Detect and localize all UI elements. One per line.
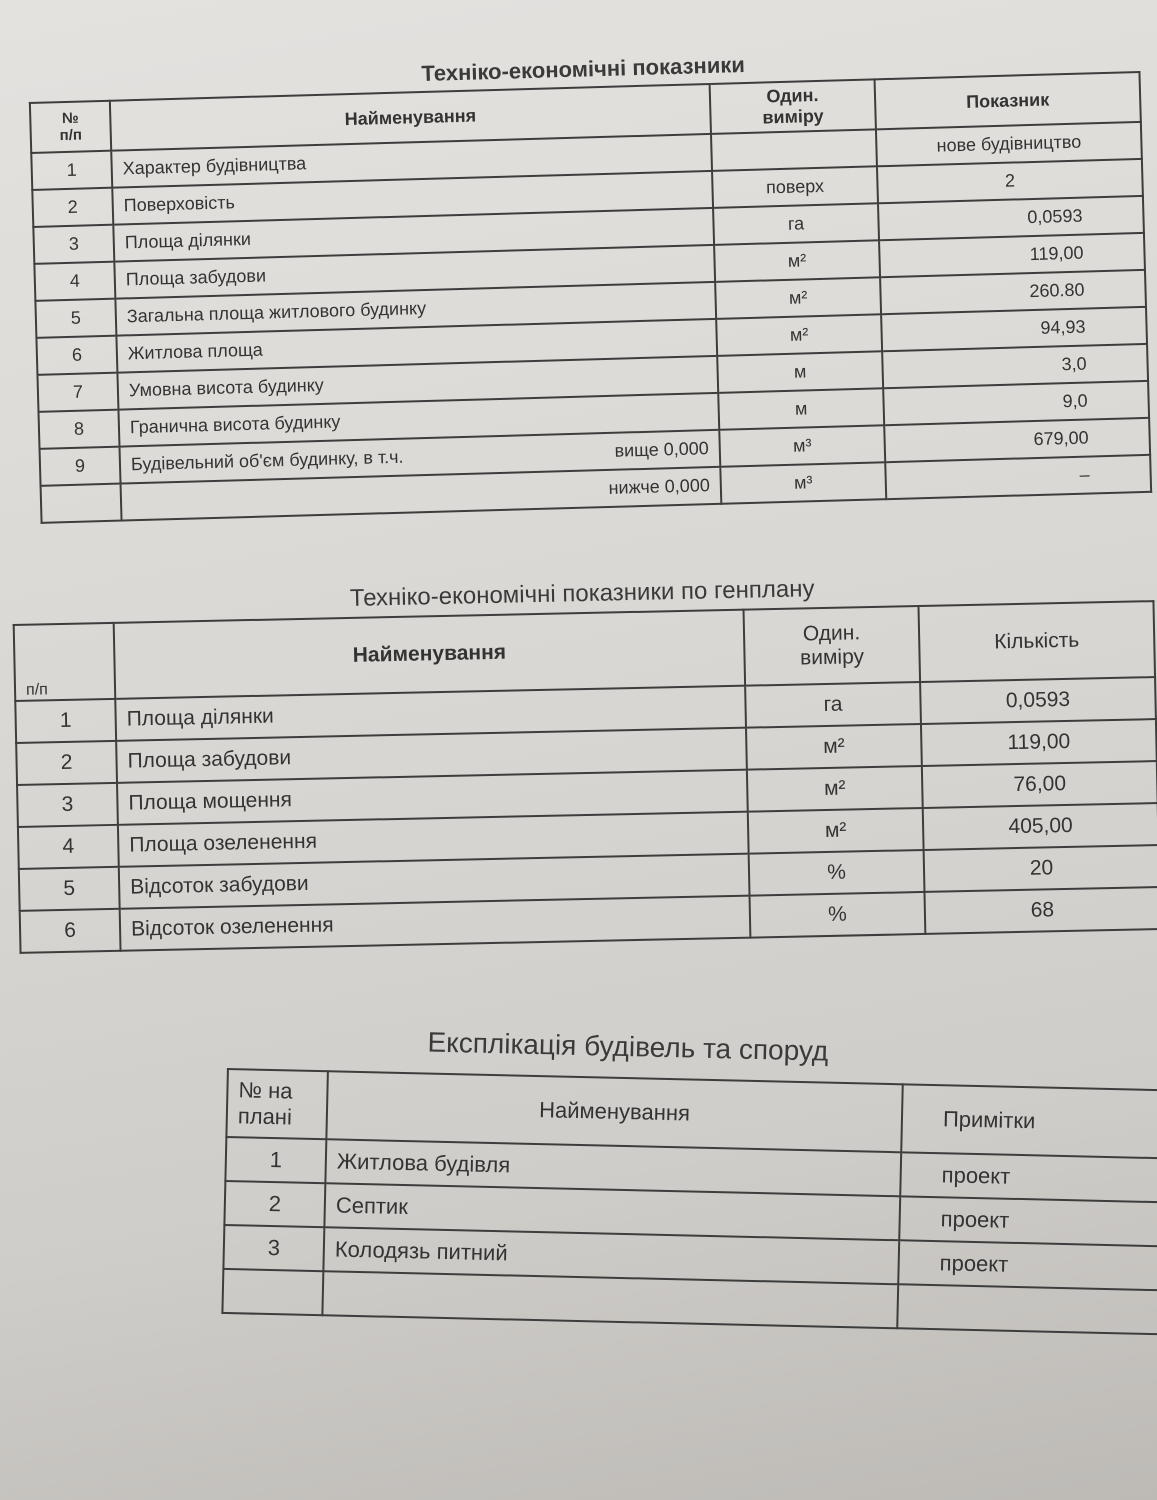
row-value: 0,0593 bbox=[920, 677, 1156, 724]
tech-econ-title: Техніко-економічні показники bbox=[421, 51, 746, 87]
header-name: Найменування bbox=[326, 1071, 902, 1152]
row-name: Площа забудови bbox=[116, 728, 747, 783]
row-no: 3 bbox=[17, 783, 118, 827]
row-value: 9,0 bbox=[883, 381, 1149, 425]
row-note: проект bbox=[898, 1240, 1157, 1290]
row-no: 3 bbox=[33, 225, 114, 264]
row-name: Загальна площа житлового будинку bbox=[115, 282, 716, 336]
row-name: Характер будівництва bbox=[111, 134, 712, 188]
header-no: № п/п bbox=[30, 101, 111, 153]
header-unit: Один. виміру bbox=[710, 79, 876, 134]
row-no: 1 bbox=[15, 699, 116, 743]
row-value: 679,00 bbox=[884, 418, 1150, 462]
row-value: 260.80 bbox=[880, 270, 1146, 314]
row-name: Септик bbox=[324, 1183, 900, 1240]
row-unit: м² bbox=[715, 277, 881, 319]
row-unit: % bbox=[749, 850, 925, 896]
row-unit: м³ bbox=[720, 462, 886, 504]
row-note: проект bbox=[899, 1196, 1157, 1246]
row-no: 1 bbox=[225, 1137, 326, 1183]
row-unit: га bbox=[745, 682, 921, 728]
row-no: 5 bbox=[19, 867, 120, 911]
genplan-table bbox=[12, 568, 1157, 954]
row-no: 9 bbox=[40, 447, 121, 486]
row-name: Площа ділянки bbox=[115, 686, 746, 741]
row-value: 20 bbox=[924, 845, 1157, 892]
row-name: Житлова площа bbox=[116, 319, 717, 373]
header-name: Найменування bbox=[110, 84, 711, 151]
row-no: 3 bbox=[223, 1225, 324, 1271]
tech-econ-grid bbox=[29, 71, 1152, 524]
row-value: нове будівництво bbox=[876, 122, 1142, 166]
row-sub-text: вище 0,000 bbox=[614, 438, 710, 461]
row-unit: м² bbox=[747, 766, 923, 812]
header-value: Показник bbox=[875, 72, 1141, 129]
row-unit: м³ bbox=[719, 425, 885, 467]
row-name: Площа ділянки bbox=[113, 208, 714, 262]
row-name: Умовна висота будинку bbox=[117, 356, 718, 410]
row-no: 2 bbox=[224, 1181, 325, 1227]
header-value: Кількість bbox=[918, 601, 1155, 682]
row-name: Площа мощення bbox=[117, 770, 748, 825]
row-value: 3,0 bbox=[882, 344, 1148, 388]
row-unit: м² bbox=[716, 314, 882, 356]
row-name: Гранична висота будинку bbox=[118, 393, 719, 447]
genplan-title: Техніко-економічні показники по генплану bbox=[349, 575, 815, 612]
row-no: 6 bbox=[36, 336, 117, 375]
row-no: 4 bbox=[34, 262, 115, 301]
explication-grid bbox=[221, 1068, 1157, 1335]
row-unit: м² bbox=[748, 808, 924, 854]
row-no bbox=[41, 484, 122, 523]
header-name: Найменування bbox=[114, 610, 745, 699]
row-no: 8 bbox=[38, 410, 119, 449]
header-no: № на плані bbox=[226, 1069, 328, 1139]
row-name: Площа озеленення bbox=[118, 812, 749, 867]
row-no: 5 bbox=[35, 299, 116, 338]
row-unit: % bbox=[750, 892, 926, 938]
row-value: 405,00 bbox=[923, 803, 1157, 850]
row-no: 2 bbox=[16, 741, 117, 785]
row-no: 2 bbox=[32, 188, 113, 227]
row-unit: м bbox=[718, 388, 884, 430]
row-note: проект bbox=[900, 1152, 1157, 1202]
row-name: Колодязь питний bbox=[323, 1227, 899, 1284]
header-note: Примітки bbox=[901, 1084, 1157, 1158]
header-unit: Один. виміру bbox=[744, 606, 921, 686]
row-note bbox=[897, 1284, 1157, 1334]
explication-table bbox=[221, 1022, 1157, 1335]
row-unit: га bbox=[713, 203, 879, 245]
row-unit: м² bbox=[746, 724, 922, 770]
row-value: 119,00 bbox=[879, 233, 1145, 277]
row-name-text bbox=[132, 491, 133, 512]
row-sub-text: нижче 0,000 bbox=[608, 475, 711, 498]
row-no: 6 bbox=[20, 909, 121, 953]
row-unit bbox=[711, 129, 877, 171]
row-name: Житлова будівля bbox=[325, 1139, 901, 1196]
row-unit: м bbox=[717, 351, 883, 393]
row-value: – bbox=[885, 455, 1151, 499]
row-no: 1 bbox=[31, 151, 112, 190]
row-no: 7 bbox=[37, 373, 118, 412]
row-value: 2 bbox=[877, 159, 1143, 203]
row-no: 4 bbox=[18, 825, 119, 869]
row-value: 68 bbox=[924, 887, 1157, 934]
row-name: Відсоток озеленення bbox=[120, 896, 751, 951]
explication-title: Експлікація будівель та споруд bbox=[427, 1026, 829, 1067]
genplan-grid bbox=[13, 600, 1157, 954]
row-name-text: Будівельний об'єм будинку, в т.ч. bbox=[130, 446, 404, 475]
row-value: 0,0593 bbox=[878, 196, 1144, 240]
row-value: 94,93 bbox=[881, 307, 1147, 351]
row-name: Поверховість bbox=[112, 171, 713, 225]
row-value: 76,00 bbox=[922, 761, 1157, 808]
row-name: Відсоток забудови bbox=[119, 854, 750, 909]
row-no bbox=[222, 1269, 323, 1315]
row-unit: м² bbox=[714, 240, 880, 282]
row-value: 119,00 bbox=[921, 719, 1157, 766]
row-name: Площа забудови bbox=[114, 245, 715, 299]
row-unit: поверх bbox=[712, 166, 878, 208]
tech-econ-table bbox=[28, 41, 1150, 524]
header-no: п/п bbox=[14, 623, 116, 701]
